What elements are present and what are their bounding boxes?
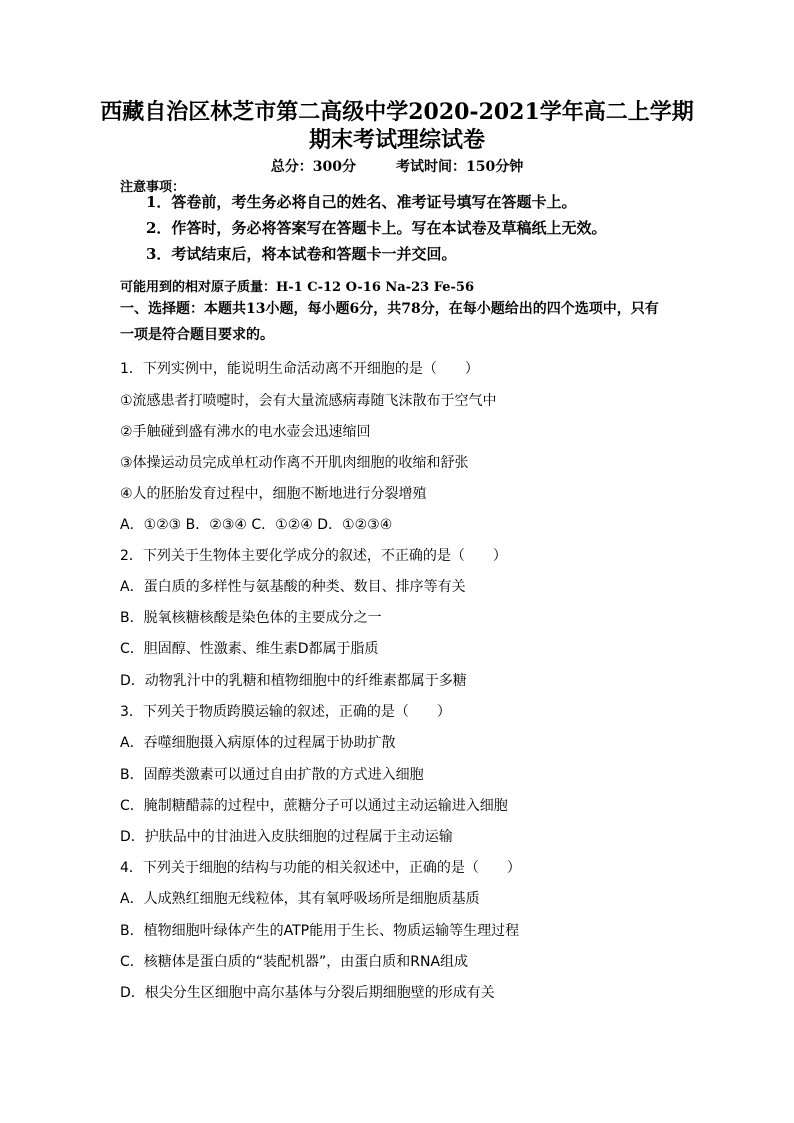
option-c: C．核糖体是蛋白质的“装配机器”，由蛋白质和RNA组成: [120, 954, 469, 970]
title-line-1: 西藏自治区林芝市第二高级中学2020-2021学年高二上学期: [100, 99, 694, 125]
question-2: 2．下列关于生物体主要化学成分的叙述，不正确的是（ ）: [120, 548, 507, 564]
option-a: A．人成熟红细胞无线粒体，其有氧呼吸场所是细胞质基质: [120, 891, 480, 907]
option-b: B．脱氧核糖核酸是染色体的主要成分之一: [120, 610, 382, 626]
question-1: 1．下列实例中，能说明生命活动离不开细胞的是（ ）: [120, 361, 479, 377]
question-3: 3．下列关于物质跨膜运输的叙述，正确的是（ ）: [120, 704, 451, 720]
option-c: C．腌制糖醋蒜的过程中，蔗糖分子可以通过主动运输进入细胞: [120, 798, 508, 814]
statement-4: ④人的胚胎发育过程中，细胞不断地进行分裂增殖: [120, 486, 427, 502]
section-heading-line-1: 一、选择题：本题共13小题，每小题6分，共78分，在每小题给出的四个选项中，只有: [120, 301, 659, 317]
statement-1: ①流感患者打喷嚏时，会有大量流感病毒随飞沫散布于空气中: [120, 393, 497, 409]
statement-2: ②手触碰到盛有沸水的电水壶会迅速缩回: [120, 424, 371, 440]
total-score: 总分：300分: [270, 159, 356, 175]
option-a: A．吞噬细胞摄入病原体的过程属于协助扩散: [120, 735, 396, 751]
note-item: 2．作答时，务必将答案写在答题卡上。写在本试卷及草稿纸上无效。: [146, 219, 607, 237]
option-d: D．动物乳汁中的乳糖和植物细胞中的纤维素都属于多糖: [120, 673, 467, 689]
option-c: C．胆固醇、性激素、维生素D都属于脂质: [120, 641, 379, 657]
exam-time: 考试时间：150分钟: [396, 159, 524, 175]
title-line-2: 期末考试理综试卷: [308, 127, 485, 153]
option-d: D．护肤品中的甘油进入皮肤细胞的过程属于主动运输: [120, 829, 453, 845]
note-item: 1．答卷前，考生务必将自己的姓名、准考证号填写在答题卡上。: [146, 193, 577, 211]
statement-3: ③体操运动员完成单杠动作离不开肌肉细胞的收缩和舒张: [120, 455, 469, 471]
section-heading-line-2: 一项是符合题目要求的。: [120, 327, 274, 343]
question-1-options: A．①②③ B．②③④ C．①②④ D．①②③④: [120, 517, 393, 533]
option-a: A．蛋白质的多样性与氨基酸的种类、数目、排序等有关: [120, 579, 466, 595]
notes-heading: 注意事项：: [120, 180, 186, 195]
note-item: 3．考试结束后，将本试卷和答题卡一并交回。: [146, 245, 457, 263]
option-b: B．固醇类激素可以通过自由扩散的方式进入细胞: [120, 767, 424, 783]
option-d: D．根尖分生区细胞中高尔基体与分裂后期细胞壁的形成有关: [120, 985, 495, 1001]
atomic-mass-line: 可能用到的相对原子质量：H-1 C-12 O-16 Na-23 Fe-56: [120, 280, 475, 295]
exam-meta: [0, 156, 794, 176]
question-4: 4．下列关于细胞的结构与功能的相关叙述中，正确的是（ ）: [120, 860, 521, 876]
option-b: B．植物细胞叶绿体产生的ATP能用于生长、物质运输等生理过程: [120, 923, 520, 939]
